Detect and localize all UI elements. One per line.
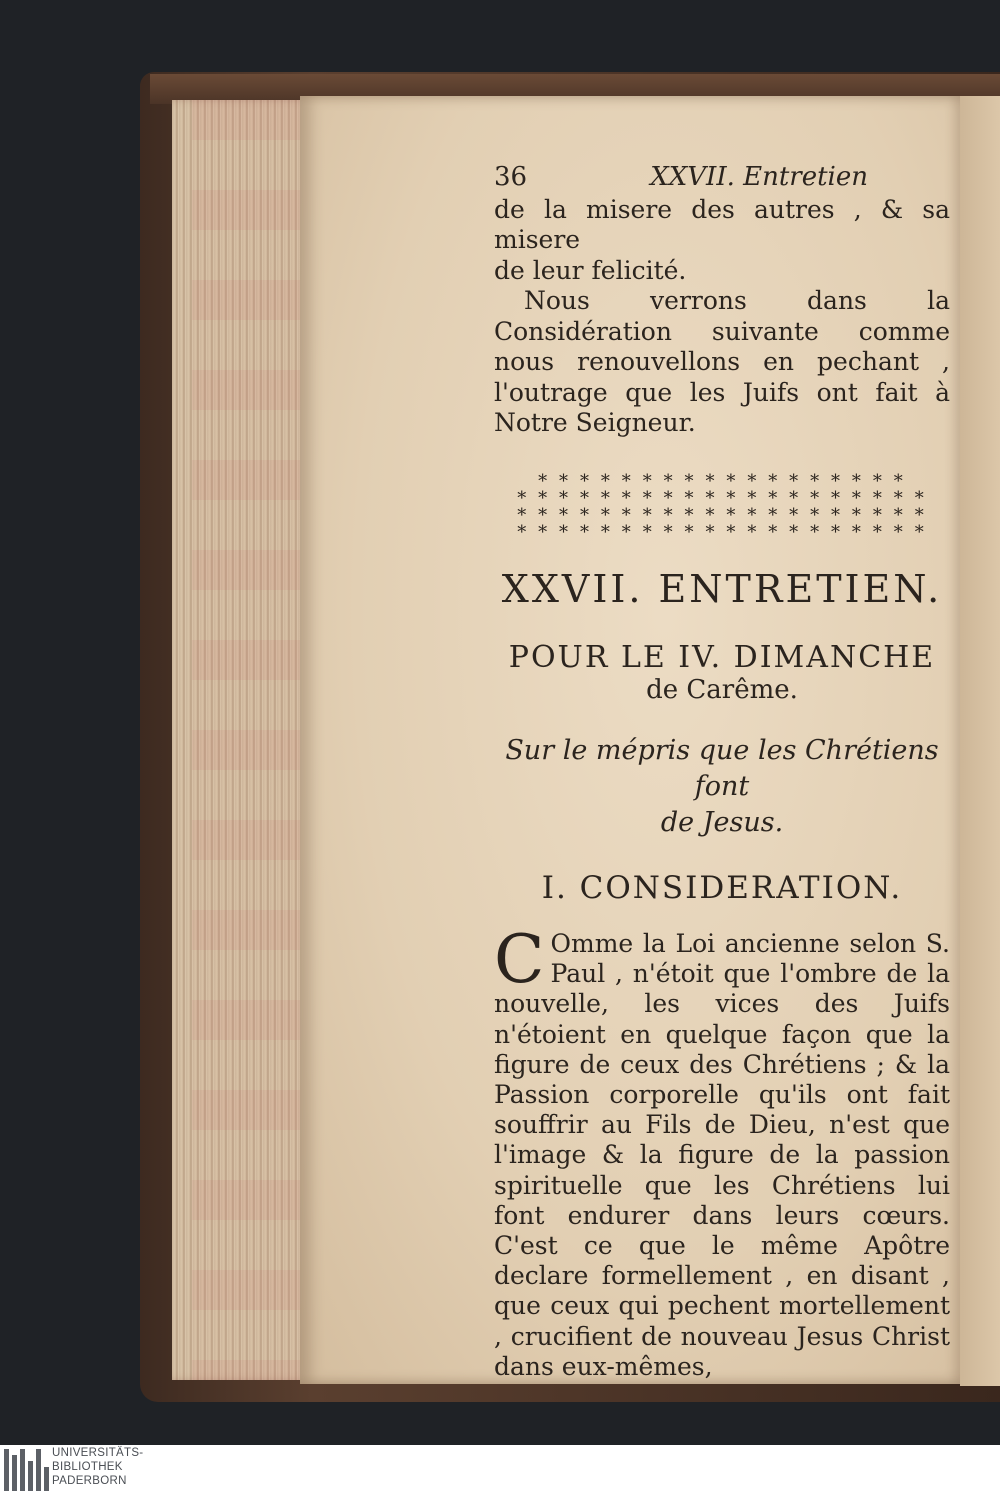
- library-logo-icon: [4, 1449, 49, 1491]
- ornament-row-2: * * * * * * * * * * * * * * * * * * * *: [517, 487, 927, 509]
- chapter-subtitle-2: de Carême.: [646, 674, 798, 705]
- logo-line-3: PADERBORN: [52, 1475, 127, 1487]
- topic-heading: [494, 733, 950, 841]
- body-paragraph: Omme la Loi ancienne selon S. Paul , n'étoit que l'ombre de la nouvelle, les vices des Juifs n'étoient en quelque façon que la figure de ceux des Chrétiens ; & la Passion corporelle qu'ils ont fait souffrir au Fils de Dieu, n'est que l'image & la figure de la passion spirituelle que les Chrétiens lui font endurer dans leurs cœurs. C'est ce que le même Apôtre declare formellement , en disant , que ceux qui pechent mortellement , crucifient de nouveau Jesus Christ dans eux-mêmes,: [494, 929, 950, 1381]
- page-edges: [172, 100, 312, 1380]
- running-header: [494, 162, 950, 193]
- logo-line-2: BIBLIOTHEK: [52, 1461, 123, 1473]
- ornament-band: [494, 470, 950, 543]
- drop-cap: C: [494, 921, 545, 998]
- opening-line-2: de leur felicité.: [494, 255, 687, 285]
- opening-line-1: de la misere des autres , & sa misere: [494, 194, 950, 254]
- chapter-title: XXVII. ENTRETIEN.: [501, 566, 943, 611]
- running-head: XXVII. Entretien: [650, 162, 868, 192]
- ornament-row-3: * * * * * * * * * * * * * * * * * * * *: [517, 504, 927, 526]
- chapter-subtitle: POUR LE IV. DIMANCHE: [508, 639, 936, 675]
- facing-page-edge: [960, 96, 1000, 1386]
- page-text: [494, 162, 950, 1382]
- section-title: I. CONSIDERATION.: [541, 869, 903, 906]
- ornament-row-4: * * * * * * * * * * * * * * * * * * * *: [517, 521, 927, 543]
- body-text: [494, 921, 950, 1382]
- ornament-row-1: * * * * * * * * * * * * * * * * * *: [538, 470, 906, 492]
- page-number: 36: [494, 162, 528, 192]
- library-logo-text: [52, 1446, 143, 1488]
- logo-line-1: UNIVERSITÄTS-: [52, 1447, 144, 1459]
- topic-line-1: Sur le mépris que les Chrétiens font: [505, 734, 939, 802]
- paragraph-1: Nous verrons dans la Considération suivante comme nous renouvellons en pechant , l'outrage que les Juifs ont fait à Notre Seigneur.: [494, 286, 950, 437]
- footer-bar: [0, 1445, 1000, 1496]
- topic-line-2: de Jesus.: [660, 806, 784, 838]
